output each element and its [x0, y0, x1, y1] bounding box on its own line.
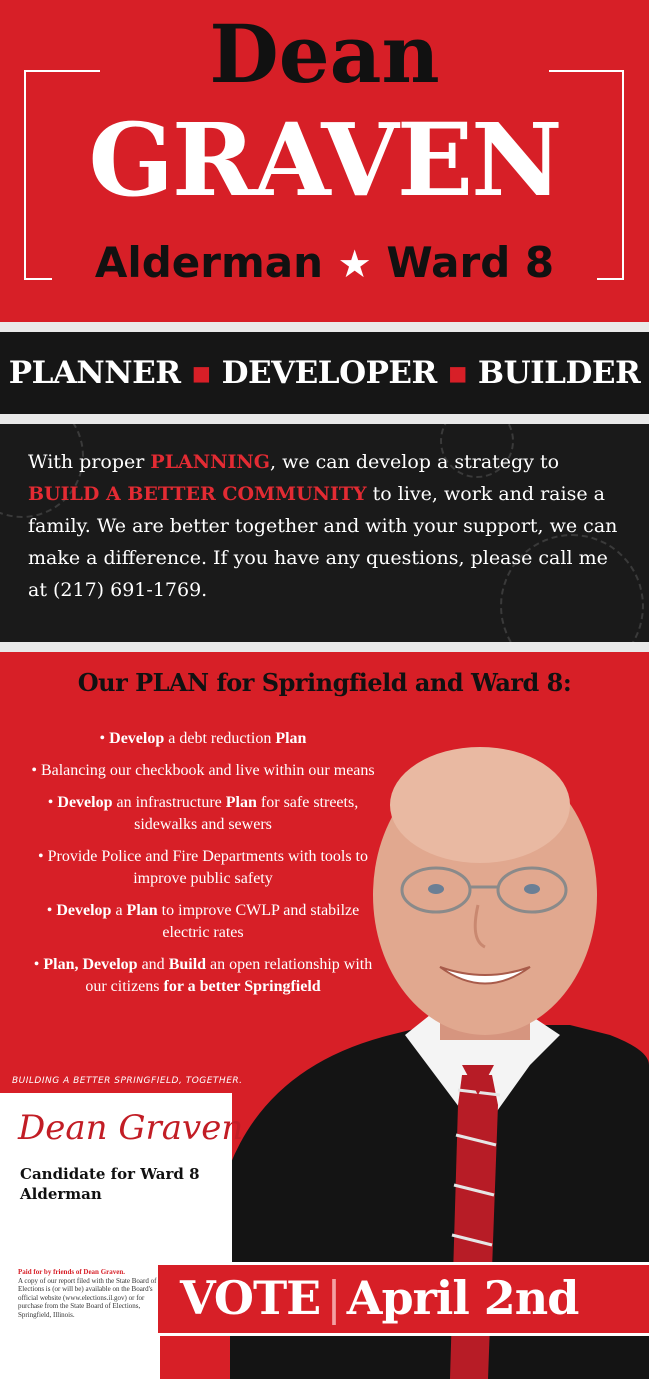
tagline-planner: PLANNER	[8, 355, 181, 391]
list-item: • Provide Police and Fire Departments with tools to improve public safety	[38, 848, 368, 887]
divider	[0, 414, 649, 424]
list-item: • Develop an infrastructure Plan for safe streets, sidewalks and sewers	[47, 794, 359, 833]
list-item: • Balancing our checkbook and live within our means	[31, 762, 375, 779]
disclaimer-text: A copy of our report filed with the State Board of Elections is (or will be) available on the Board's official website (www.elections.il.gov) or for purchase from the State Board of Elections, Springfield, Illinois.	[18, 1276, 157, 1319]
message-text: With proper PLANNING, we can develop a strategy to BUILD A BETTER COMMUNITY to live, work and raise a family. We are better together and with your support, we can make a difference. If you have any questions, please call me at (217) 691-1769.	[28, 451, 618, 601]
vote-banner	[158, 1262, 649, 1336]
vote-divider: |	[326, 1271, 341, 1325]
office-title: Alderman	[94, 238, 324, 287]
candidate-title: Candidate for Ward 8 Alderman	[20, 1165, 200, 1203]
tagline	[0, 332, 649, 414]
vote-text	[180, 1271, 578, 1325]
message-panel	[0, 424, 649, 642]
divider	[0, 642, 649, 652]
plan-list	[28, 728, 378, 1008]
tagline-bar	[0, 332, 649, 414]
signature: Dean Graven	[18, 1108, 244, 1148]
paid-by: Paid for by friends of Dean Graven.	[18, 1268, 126, 1276]
candidate-first-name: Dean	[209, 7, 440, 101]
square-bullet-icon: ▪	[447, 355, 468, 391]
vote-date: April 2nd	[346, 1271, 579, 1325]
list-item: • Develop a debt reduction Plan	[99, 730, 307, 747]
header-banner	[0, 0, 649, 322]
plan-title: Our PLAN for Springfield and Ward 8:	[77, 668, 572, 697]
list-item: • Plan, Develop and Build an open relationship with our citizens for a better Springfield	[33, 956, 373, 995]
candidate-last-name: GRAVEN	[88, 101, 561, 219]
ward-label: Ward 8	[386, 238, 555, 287]
office-line	[0, 238, 649, 287]
tagline-builder: BUILDER	[477, 355, 641, 391]
slogan: BUILDING A BETTER SPRINGFIELD, TOGETHER.	[12, 1076, 243, 1086]
highlight-community: BUILD A BETTER COMMUNITY	[28, 483, 367, 505]
tagline-developer: DEVELOPER	[221, 355, 437, 391]
highlight-planning: PLANNING	[150, 451, 271, 473]
disclaimer	[18, 1268, 158, 1319]
square-bullet-icon: ▪	[190, 355, 212, 391]
list-item: • Develop a Plan to improve CWLP and stabilze electric rates	[46, 902, 360, 941]
divider	[0, 322, 649, 332]
vote-label: VOTE	[180, 1271, 321, 1325]
star-icon: ★	[337, 242, 372, 286]
